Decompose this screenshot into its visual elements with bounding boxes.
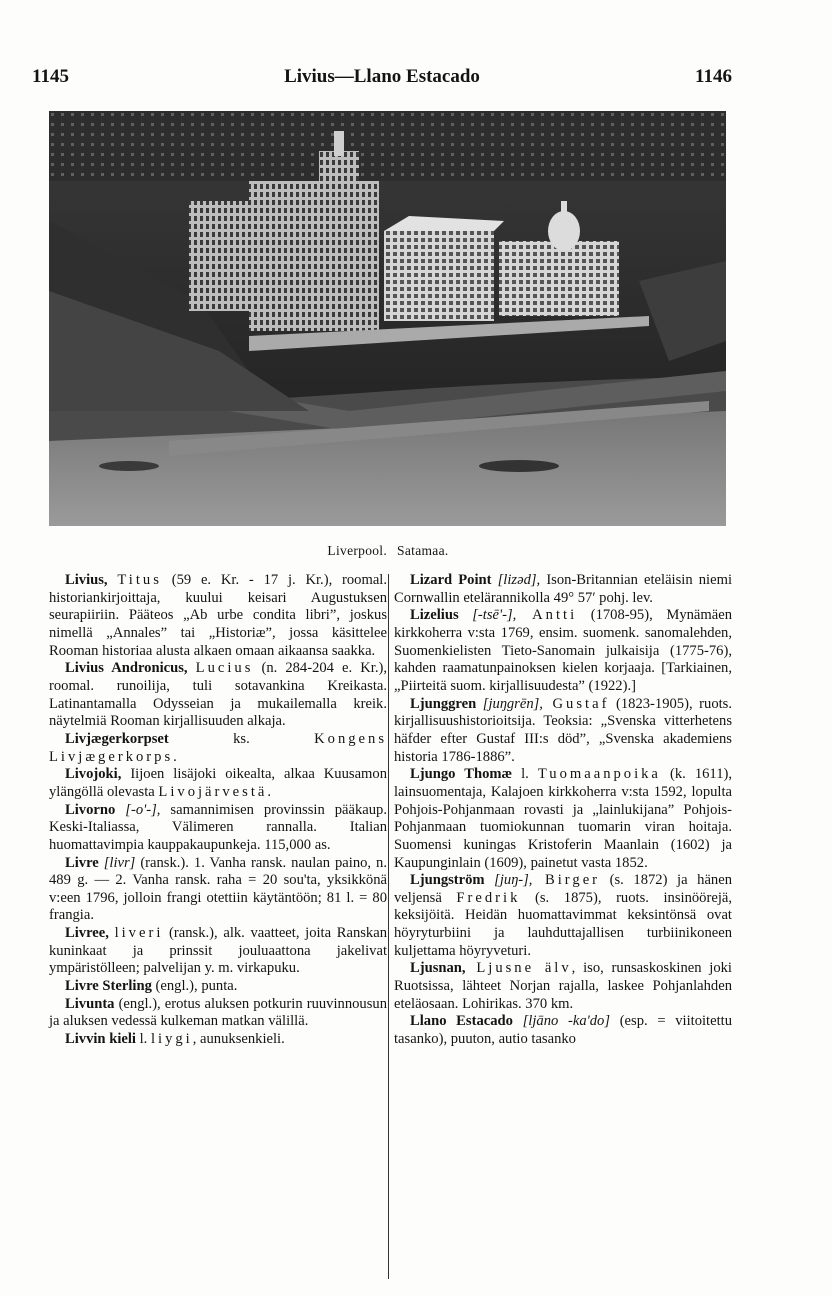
- pronunciation: [-tsē'-],: [458, 607, 517, 624]
- entry-text: (esp. = viitoitettu tasanko), puuton, autio tasanko: [394, 1013, 732, 1048]
- headword: Livorno: [65, 801, 116, 818]
- entry-text: (engl.), erotus aluksen potkurin ruuvinnousun ja aluksen vedessä kulkeman matkan välillä.: [49, 995, 387, 1030]
- entry-text: l.: [135, 1031, 151, 1048]
- entry-text: , iso, runsaskoskinen joki Ruotsissa, lähteet Norjan rajalla, laskee Pohjanlahden eteläosaan. Lohirikas. 370 km.: [394, 960, 732, 1012]
- spaced-name: Tuomaanpoika: [537, 766, 661, 783]
- figure-caption: [0, 543, 776, 559]
- entry-text: (ransk.), alk. vaatteet, joita Ranskan kuninkaat ja prinssit jouluaattona jakelivat ympäristölleen; palvelijan y. m. virkapuku.: [49, 925, 388, 977]
- entry-llano-estacado: [394, 1013, 732, 1048]
- entry-text: (n. 284-204 e. Kr.), roomal. runoilija, tuli sotavankina Kreikasta. Latinantamalla Odysseian ja mukailemalla kreik. näytelmiä Rooman kirjallisuuden alkaja.: [49, 660, 387, 730]
- entry-text: Ison-Britannian eteläisin niemi Cornwallin etelärannikolla 49° 57′ pohj. lev.: [394, 572, 732, 606]
- entry-livree: [49, 925, 387, 978]
- spaced-name: Gustaf: [542, 695, 610, 712]
- pronunciation: [juŋgrēn],: [476, 695, 543, 712]
- entry-text: (s. 1872) ja hänen veljensä: [394, 872, 732, 906]
- entry-text: (ransk.). 1. Vanha ransk. naulan paino, n. 489 g. — 2. Vanha ransk. raha = 20 sou'ta, yksikkönä v:een 1796, jolloin frangi otettiin käytäntöön; 81 l. = 80 frangia.: [49, 854, 387, 924]
- entry-text: (59 e. Kr. - 17 j. Kr.), roomal. historiankirjoittaja, kuului keisari Augustuksen seurapiiriin. Pääteos „Ab urbe condita libri”, joskus nimellä „Annales” tai „Historiæ”, jossa käsittelee Rooman historiaa alusta alkaen omaan aikaansa saakka.: [49, 572, 388, 659]
- entry-livorno: [49, 802, 387, 855]
- photo-illustration: [49, 111, 726, 526]
- spaced-name: Antti: [516, 607, 578, 624]
- entry-lizard-point: [394, 572, 732, 607]
- entry-text: (k. 1611), lainsuomentaja, Kalajoen kirkkoherra v:sta 1592, lopulta Pohjois-Pohjanmaan rovasti ja „lainlukijana” Pohjois-Pohjanmaan tuomiokunnan tuomarin viran hoitaja. Suomensi kuningas Kristoferin Maanlain (1602) ja Kaupunginlain (1609), painetut vasta 1852.: [394, 766, 732, 871]
- headword: Ljungo Thomæ: [410, 766, 513, 783]
- page-header: [32, 66, 732, 96]
- entry-livius: [49, 572, 387, 660]
- headword: Lizard Point: [410, 572, 492, 588]
- headword: Livius,: [65, 572, 108, 588]
- spaced-name: Birger: [532, 872, 601, 889]
- entry-livvin-kieli: [49, 1031, 387, 1049]
- entry-livjaegerkorpset: [49, 731, 387, 766]
- entry-text: samannimisen provinssin pääkaup. Keski-Italiassa, Välimeren rannalla. Italian huomattavimpia kauppakaupunkeja. 115,000 as.: [49, 801, 387, 853]
- page-number-left: 1145: [32, 66, 69, 87]
- entry-text: Iijoen lisäjoki oikealta, alkaa Kuusamon ylängöllä olevasta: [49, 766, 387, 800]
- entry-ljusnan: [394, 960, 732, 1013]
- headword: Livre: [65, 854, 99, 871]
- headword: Lizelius: [410, 607, 459, 624]
- headword: Livojoki,: [65, 766, 122, 783]
- pronunciation: [juŋ-],: [484, 872, 533, 889]
- liverpool-harbour-photo: [49, 111, 726, 526]
- spaced-name: Titus: [117, 572, 162, 588]
- caption-place: Liverpool.: [327, 543, 388, 558]
- entry-ljungo-thomae: [394, 766, 732, 872]
- pronunciation: [-o'-],: [115, 801, 161, 818]
- entry-livre: [49, 855, 387, 926]
- entry-text: (s. 1875), ruots. insinöörejä, keksijöitä. Heidän huomattavimmat keksintönsä ovat höyryturbiini ja lauhduttajallisen turbiinikoneen kuljettama höyryveturi.: [394, 889, 732, 959]
- spaced-name: Ljusne älv: [465, 960, 572, 977]
- headword: Ljungström: [410, 872, 485, 889]
- headword: Ljusnan,: [410, 960, 466, 977]
- right-column: [394, 572, 732, 1049]
- spaced-name: Fredrik: [456, 889, 521, 906]
- spaced-name: Kongens Livjægerkorps: [49, 730, 387, 765]
- left-column: [49, 572, 387, 1049]
- spaced-name: Livojärvestä: [158, 783, 268, 800]
- spaced-name: liveri: [114, 925, 164, 942]
- headword: Llano Estacado: [410, 1013, 513, 1030]
- entry-ljunggren: [394, 696, 732, 767]
- headword: Livre Sterling: [65, 978, 152, 995]
- entry-text: l.: [512, 766, 538, 783]
- entry-text: .: [173, 748, 177, 765]
- running-title: Livius—Llano Estacado: [284, 66, 480, 87]
- spaced-name: liygi: [150, 1031, 193, 1048]
- caption-text: Satamaa.: [397, 543, 449, 558]
- entry-text: .: [267, 783, 272, 800]
- headword: Livunta: [65, 995, 115, 1012]
- headword: Livree,: [65, 925, 109, 942]
- column-divider: [388, 574, 389, 1279]
- page-number-right: 1146: [695, 66, 732, 87]
- entry-livre-sterling: [49, 978, 387, 996]
- entry-text: (1708-95), Mynämäen kirkkoherra v:sta 1769, ensim. suomenk. sanomalehden, Suomenkielisten Tieto-Sanomain julkaisija (1775-76), kahden raamatunpainoksen kielen korjaaja. [Tarkiainen, „Piirteitä suom. kirjallisuudesta” (1922).]: [394, 607, 732, 694]
- headword: Ljunggren: [410, 695, 477, 712]
- entry-livunta: [49, 996, 387, 1031]
- pronunciation: [livr]: [98, 854, 136, 871]
- entry-text: , aunuksenkieli.: [192, 1031, 285, 1048]
- pronunciation: [lizəd],: [491, 572, 541, 588]
- entry-text: (engl.), punta.: [151, 978, 238, 995]
- headword: Livius Andronicus,: [65, 660, 188, 677]
- pronunciation: [ljāno -ka'do]: [512, 1013, 611, 1030]
- entry-livius-andronicus: [49, 660, 387, 731]
- entry-text: ks.: [168, 730, 315, 747]
- entry-lizelius: [394, 607, 732, 695]
- entry-text: (1823-1905), ruots. kirjallisuushistorioitsija. Teoksia: „Svenska vitterhetens häfder efter Gustaf III:s död”, „Svenska akademiens historia 1786-1886”.: [394, 695, 733, 765]
- entry-ljungstrom: [394, 872, 732, 960]
- entry-livojoki: [49, 766, 387, 801]
- headword: Livjægerkorpset: [65, 730, 169, 747]
- spaced-name: Lucius: [195, 660, 254, 677]
- headword: Livvin kieli: [65, 1031, 136, 1048]
